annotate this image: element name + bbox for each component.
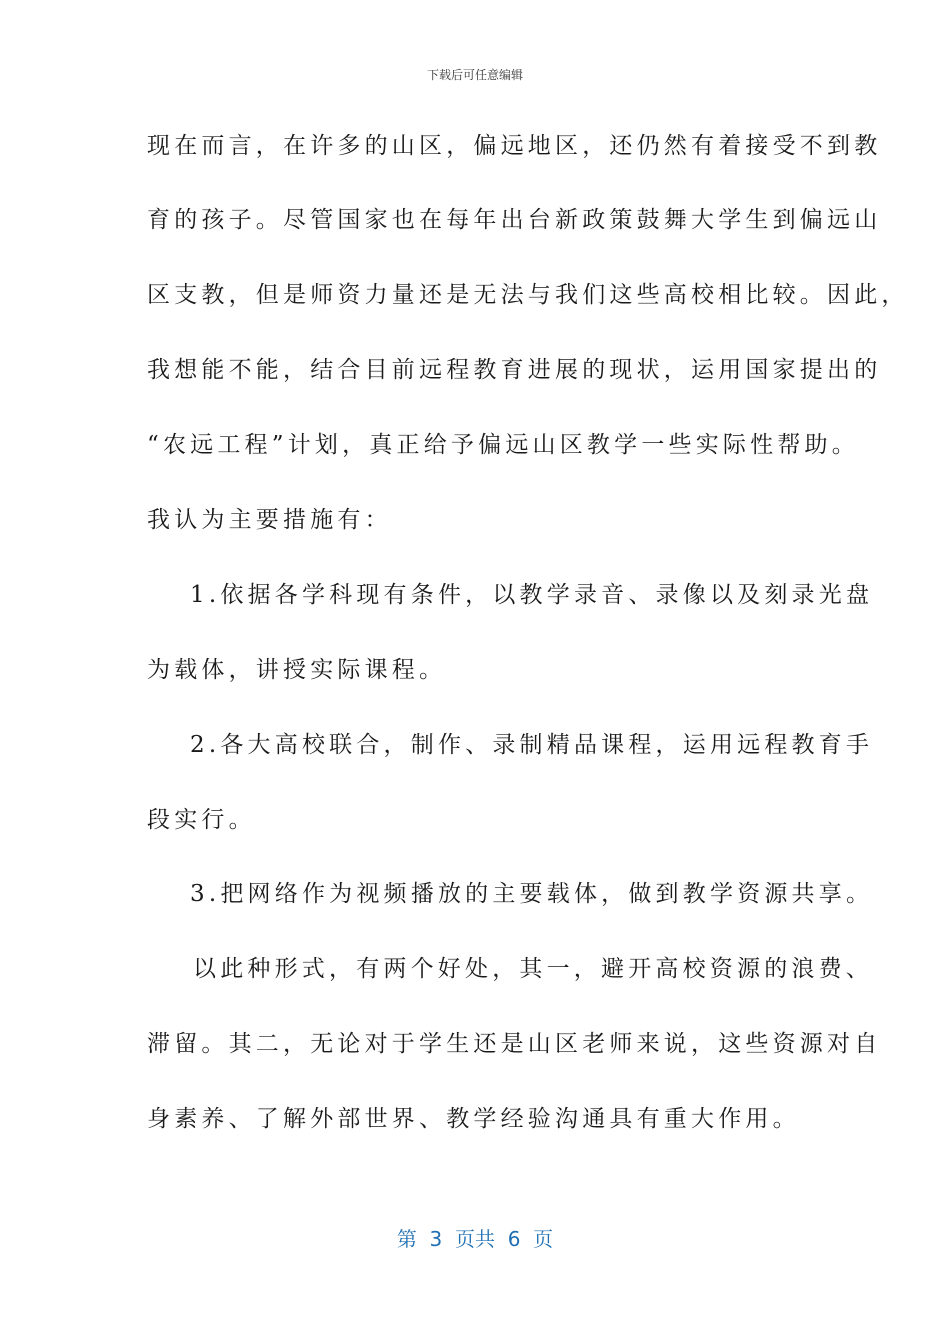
list-item-line: 段实行。 [147,807,256,833]
paragraph-line: 我认为主要措施有： [147,507,392,533]
paragraph-line: “农远工程”计划，真正给予偏远山区教学一些实际性帮助。 [147,432,859,458]
paragraph-line: 区支教，但是师资力量还是无法与我们这些高校相比较。因此， [147,282,909,308]
list-item-line: 2.各大高校联合，制作、录制精品课程，运用远程教育手 [190,732,874,758]
paragraph-line: 我想能不能，结合目前远程教育进展的现状，运用国家提出的 [147,357,882,383]
list-item-line: 3.把网络作为视频播放的主要载体，做到教学资源共享。 [190,881,874,907]
paragraph-line: 以此种形式，有两个好处，其一，避开高校资源的浪费、 [193,956,873,982]
list-item-line: 1.依据各学科现有条件，以教学录音、录像以及刻录光盘 [190,582,874,608]
paragraph-line: 身素养、了解外部世界、教学经验沟通具有重大作用。 [147,1106,800,1132]
paragraph-line: 育的孩子。尽管国家也在每年出台新政策鼓舞大学生到偏远山 [147,207,882,233]
page-number-footer: 第 3 页共 6 页 [396,1227,554,1251]
paragraph-line: 滞留。其二，无论对于学生还是山区老师来说，这些资源对自 [147,1031,882,1057]
header-note: 下载后可任意编辑 [426,68,523,82]
paragraph-line: 现在而言，在许多的山区，偏远地区，还仍然有着接受不到教 [147,133,882,159]
list-item-line: 为载体，讲授实际课程。 [147,657,447,683]
